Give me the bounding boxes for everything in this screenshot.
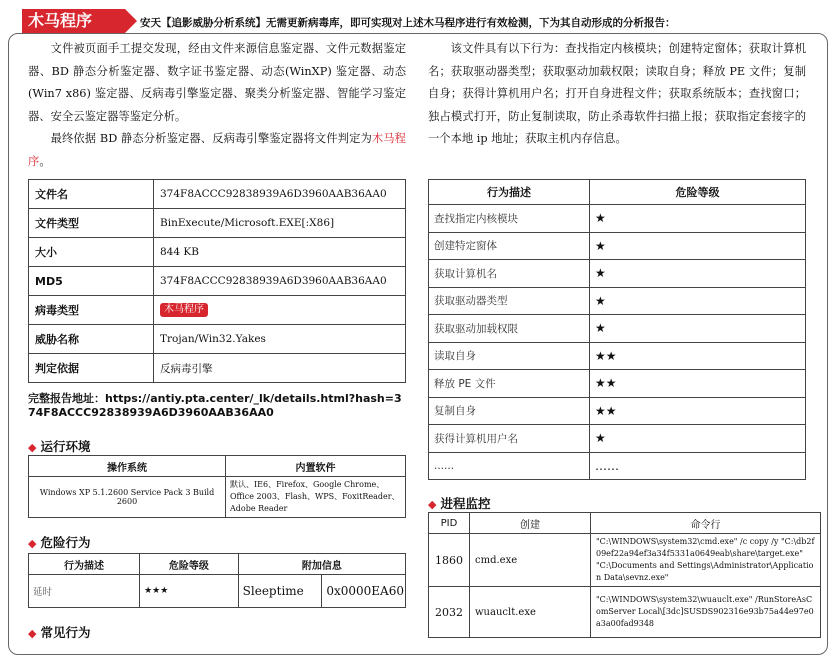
- file-info-row: [29, 209, 406, 238]
- file-info-key: MD5: [29, 267, 154, 296]
- section-tag: 木马程序: [22, 9, 125, 33]
- file-info-row: [29, 267, 406, 296]
- virus-type-badge: 木马程序: [160, 303, 208, 317]
- process-name: wuauclt.exe: [470, 587, 591, 638]
- file-info-key: 文件名: [29, 180, 154, 209]
- file-info-value: BinExecute/Microsoft.EXE[:X86]: [154, 209, 406, 238]
- intro-p2-prefix: 最终依据 BD 静态分析鉴定器、反病毒引擎鉴定器将文件判定为: [50, 132, 372, 145]
- bullet-icon: ◆: [28, 441, 37, 454]
- behavior-col-level: 危险等级: [590, 180, 806, 205]
- bullet-icon: ◆: [28, 627, 37, 640]
- behavior-row: [429, 315, 806, 343]
- danger-info-1: Sleeptime: [238, 575, 322, 608]
- file-info-key: 判定依据: [29, 354, 154, 383]
- behavior-level: ★: [590, 232, 806, 260]
- behavior-desc: 获取计算机名: [429, 260, 590, 288]
- env-software: 默认、IE6、Firefox、Google Chrome、Office 2003、Flash、WPS、FoxitReader、Adobe Reader: [226, 477, 406, 518]
- header-text: 安天【追影威胁分析系统】无需更新病毒库，即可实现对上述木马程序进行有效检测，下为其自动形成的分析报告：: [140, 17, 676, 29]
- danger-table: [28, 553, 406, 608]
- file-info-key: 文件类型: [29, 209, 154, 238]
- intro-p2: [28, 128, 406, 173]
- danger-desc: 延时: [29, 575, 140, 608]
- process-name: cmd.exe: [470, 534, 591, 587]
- process-pid: 2032: [429, 587, 470, 638]
- danger-title: 危险行为: [40, 535, 91, 550]
- file-info-key: 大小: [29, 238, 154, 267]
- process-pid: 1860: [429, 534, 470, 587]
- file-info-key: 威胁名称: [29, 325, 154, 354]
- file-info-value: [154, 296, 406, 325]
- behavior-desc: 获取驱动器类型: [429, 287, 590, 315]
- danger-col-info: 附加信息: [238, 554, 405, 575]
- behavior-level: ……: [590, 452, 806, 480]
- file-info-row: [29, 325, 406, 354]
- behavior-desc: ......: [429, 452, 590, 480]
- behavior-level: ★★: [590, 342, 806, 370]
- behavior-level: ★★: [590, 397, 806, 425]
- bullet-icon: ◆: [428, 498, 437, 511]
- behavior-row: [429, 205, 806, 233]
- file-info-value: 反病毒引擎: [154, 354, 406, 383]
- file-info-value: 374F8ACCC92838939A6D3960AAB36AA0: [154, 180, 406, 209]
- danger-info-2: 0x0000EA60: [322, 575, 406, 608]
- env-heading: [28, 437, 90, 455]
- danger-col-desc: 行为描述: [29, 554, 140, 575]
- behavior-row: [429, 287, 806, 315]
- process-cmd: "C:\WINDOWS\system32\cmd.exe" /c copy /y "C:\db2f09ef22a94ef3a34f5331a0649eab\share\target.exe" "C:\Documents and Settings\Administrator\Application Data\sevnz.exe": [591, 534, 821, 587]
- process-title: 进程监控: [440, 496, 491, 511]
- intro-p2-highlight: 木马程序: [28, 132, 406, 168]
- process-col-name: 创建: [470, 513, 591, 534]
- behavior-desc: 获取驱动加载权限: [429, 315, 590, 343]
- bullet-icon: ◆: [28, 537, 37, 550]
- behavior-row: [429, 397, 806, 425]
- process-table: [428, 512, 821, 638]
- behavior-level: ★: [590, 315, 806, 343]
- behavior-level: ★: [590, 287, 806, 315]
- process-cmd: "C:\WINDOWS\system32\wuauclt.exe" /RunStoreAsComServer Local\[3dc]SUSDS902316e93b75a44e97e0a3a00fad9348: [591, 587, 821, 638]
- behavior-level: ★: [590, 260, 806, 288]
- behavior-desc: 复制自身: [429, 397, 590, 425]
- file-info-row: [29, 180, 406, 209]
- env-title: 运行环境: [40, 439, 91, 454]
- env-col-software: 内置软件: [226, 456, 406, 477]
- behavior-desc: 释放 PE 文件: [429, 370, 590, 398]
- behavior-desc: 读取自身: [429, 342, 590, 370]
- file-info-row: [29, 354, 406, 383]
- behavior-row: [429, 232, 806, 260]
- behavior-level: ★: [590, 425, 806, 453]
- behavior-desc: 创建特定窗体: [429, 232, 590, 260]
- behavior-paragraph: 该文件具有以下行为：查找指定内核模块；创建特定窗体；获取计算机名；获取驱动器类型；获取驱动加载权限；读取自身；释放 PE 文件；复制自身；获得计算机用户名；打开自身进程文件；获取系统版本；查找窗口；独占模式打开，防止复制读取，防止杀毒软件扫描上报；获取指定套接字的一个本地 ip 地址；获取主机内存信息。: [428, 42, 806, 145]
- process-row: [429, 587, 821, 638]
- behavior-row: [429, 425, 806, 453]
- behavior-desc: 获得计算机用户名: [429, 425, 590, 453]
- behavior-table: [428, 179, 806, 480]
- danger-col-level: 危险等级: [140, 554, 239, 575]
- behavior-row: [429, 370, 806, 398]
- file-info-value: Trojan/Win32.Yakes: [154, 325, 406, 354]
- process-heading: [428, 494, 490, 512]
- behavior-level: ★: [590, 205, 806, 233]
- danger-heading: [28, 533, 90, 551]
- file-info-table: [28, 179, 406, 383]
- behavior-row: [429, 342, 806, 370]
- report-url[interactable]: 完整报告地址：https://antiy.pta.center/_lk/details.html?hash=374F8ACCC92838939A6D3960AAB36AA0: [28, 392, 402, 419]
- env-os: Windows XP 5.1.2600 Service Pack 3 Build 2600: [29, 477, 226, 518]
- behavior-desc: 查找指定内核模块: [429, 205, 590, 233]
- behavior-row: [429, 260, 806, 288]
- intro-paragraph: [28, 38, 406, 173]
- file-info-value: 844 KB: [154, 238, 406, 267]
- intro-p1: 文件被页面手工提交发现，经由文件来源信息鉴定器、文件元数据鉴定器、BD 静态分析鉴定器、数字证书鉴定器、动态(WinXP) 鉴定器、动态 (Win7 x86) 鉴定器、反病毒引擎鉴定器、聚类分析鉴定器、智能学习鉴定器、安全云鉴定器等鉴定分析。: [28, 42, 406, 123]
- process-col-cmd: 命令行: [591, 513, 821, 534]
- danger-level: ★★★: [140, 575, 239, 608]
- file-info-row: [29, 238, 406, 267]
- env-table: [28, 455, 406, 518]
- common-heading: [28, 623, 90, 641]
- process-col-pid: PID: [429, 513, 470, 534]
- file-info-value: 374F8ACCC92838939A6D3960AAB36AA0: [154, 267, 406, 296]
- behavior-col-desc: 行为描述: [429, 180, 590, 205]
- common-title: 常见行为: [40, 625, 91, 640]
- behavior-row: [429, 452, 806, 480]
- behavior-level: ★★: [590, 370, 806, 398]
- file-info-key: 病毒类型: [29, 296, 154, 325]
- file-info-row: [29, 296, 406, 325]
- intro-p2-suffix: 。: [39, 154, 51, 168]
- env-col-os: 操作系统: [29, 456, 226, 477]
- process-row: [429, 534, 821, 587]
